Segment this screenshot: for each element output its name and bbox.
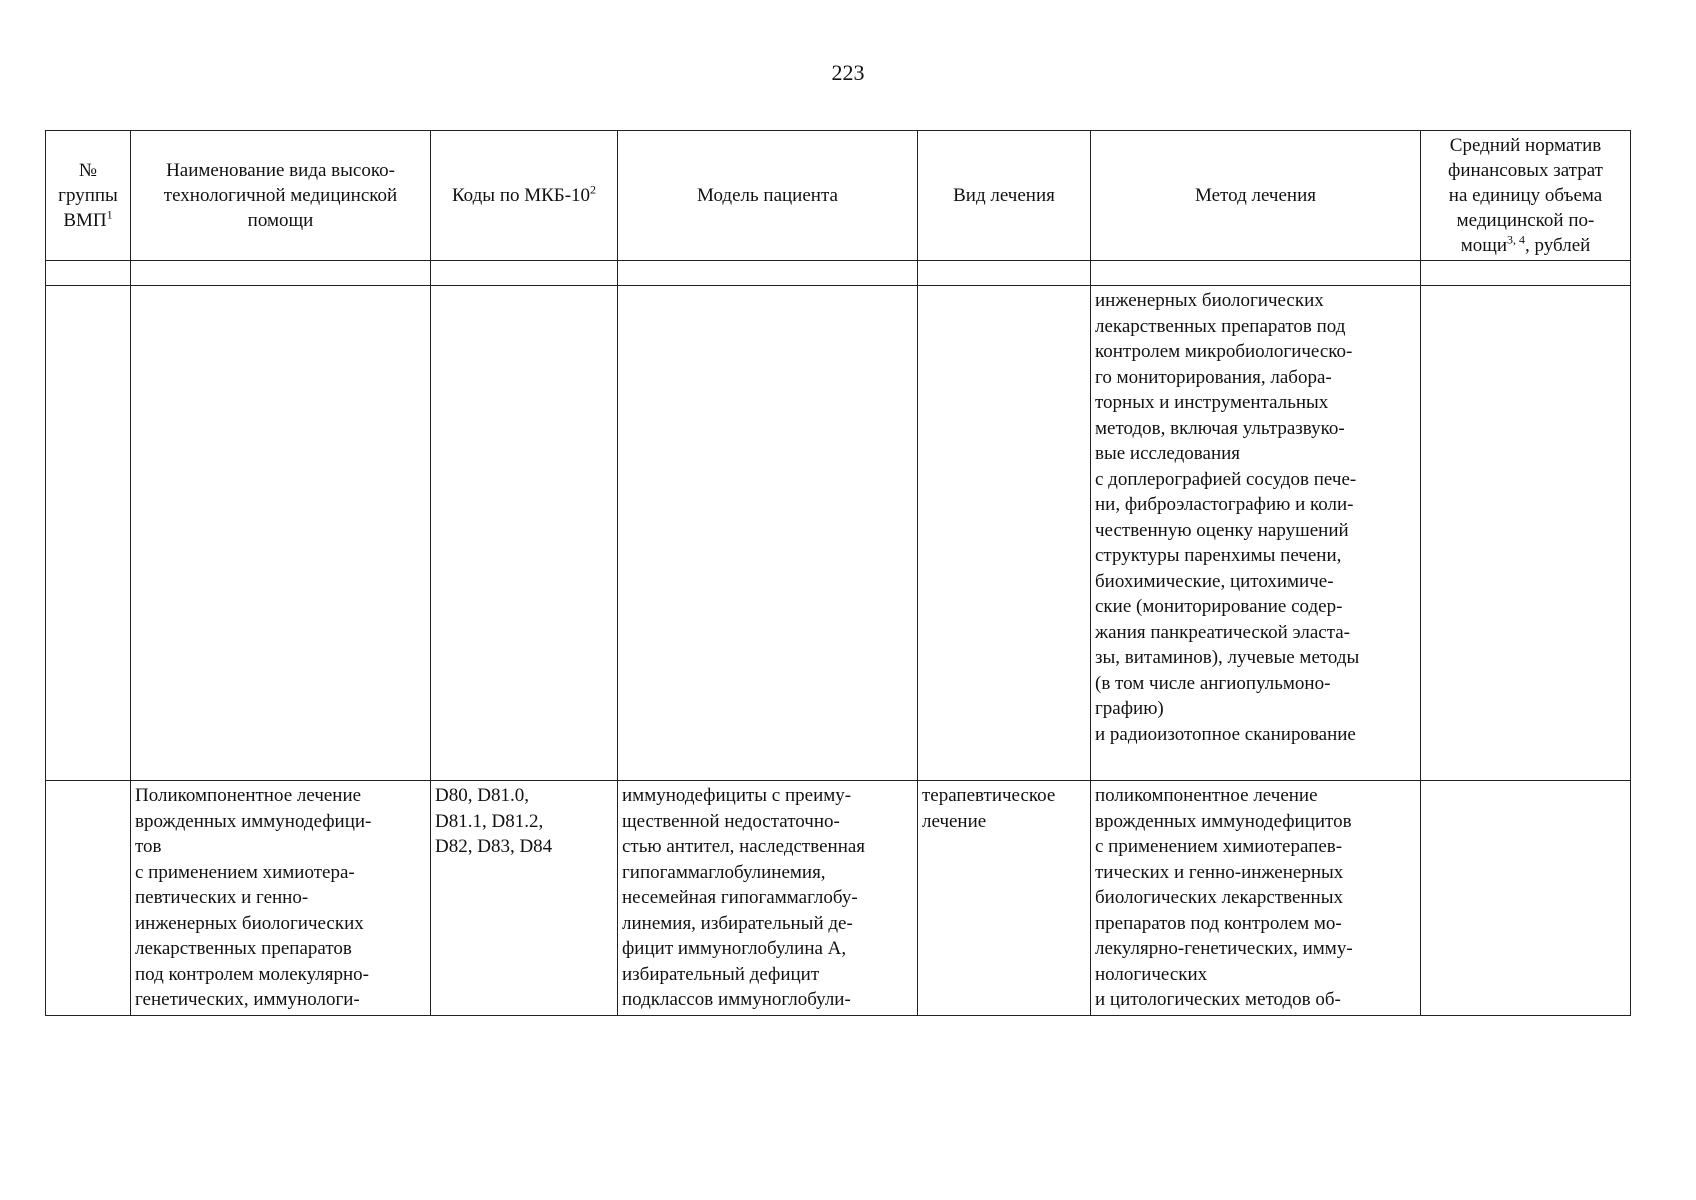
cell-patient-model	[618, 286, 918, 781]
cell-treatment-type	[918, 286, 1091, 781]
cell-group-no	[46, 781, 131, 1016]
spacer-row	[46, 261, 1631, 286]
spacer-cell	[1421, 261, 1631, 286]
cell-method: поликомпонентное лечение врожденных иммунодефицитов с применением химиотерапев- тических и генно-инженерных биологических лекарственных препаратов под контролем мо- лекулярно-генетических, имму- нологических и цитологических методов об-	[1091, 781, 1421, 1016]
header-cost: Средний норматив финансовых затрат на единицу объема медицинской по- мощи$^{3, 4}$, рублей	[1421, 131, 1631, 261]
spacer-cell	[131, 261, 431, 286]
cell-group-no	[46, 286, 131, 781]
header-name: Наименование вида высоко- технологичной медицинской помощи	[131, 131, 431, 261]
header-treatment-type: Вид лечения	[918, 131, 1091, 261]
cell-cost	[1421, 781, 1631, 1016]
cell-name: Поликомпонентное лечение врожденных иммунодефици- тов с применением химиотера- певтических и генно- инженерных биологических лекарственных препаратов под контролем молекулярно- генетических, иммунологи-	[131, 781, 431, 1016]
cell-codes	[431, 286, 618, 781]
header-patient-model: Модель пациента	[618, 131, 918, 261]
cell-name	[131, 286, 431, 781]
spacer-cell	[618, 261, 918, 286]
header-codes: Коды по МКБ-$10^2$	[431, 131, 618, 261]
table-row	[46, 286, 1631, 781]
table-row	[46, 781, 1631, 1016]
cell-codes: D80, D81.0, D81.1, D81.2, D82, D83, D84	[431, 781, 618, 1016]
spacer-cell	[1091, 261, 1421, 286]
spacer-cell	[918, 261, 1091, 286]
spacer-cell	[46, 261, 131, 286]
cell-treatment-type: терапевтическое лечение	[918, 781, 1091, 1016]
cell-cost	[1421, 286, 1631, 781]
cell-method: инженерных биологических лекарственных препаратов под контролем микробиологическо- го мониторирования, лабора- торных и инструментальных методов, включая ультразвуко- вые исследования с доплерографией сосудов пече- ни, фиброэластографию и коли- чественную оценку нарушений структуры паренхимы печени, биохимические, цитохимиче- ские (мониторирование содер- жания панкреатической эласта- зы, витаминов), лучевые методы (в том числе ангиопульмоно- графию) и радиоизотопное сканирование	[1091, 286, 1421, 781]
vmp-table	[45, 130, 1631, 1016]
spacer-cell	[431, 261, 618, 286]
header-method: Метод лечения	[1091, 131, 1421, 261]
cell-patient-model: иммунодефициты с преиму- щественной недостаточно- стью антител, наследственная гипогаммаглобулинемия, несемейная гипогаммаглобу- линемия, избирательный де- фицит иммуноглобулина А, избирательный дефицит подклассов иммуноглобули-	[618, 781, 918, 1016]
header-group-no: № группы ВМП$^1$	[46, 131, 131, 261]
header-row	[46, 131, 1631, 261]
page-number: 223	[831, 60, 865, 85]
